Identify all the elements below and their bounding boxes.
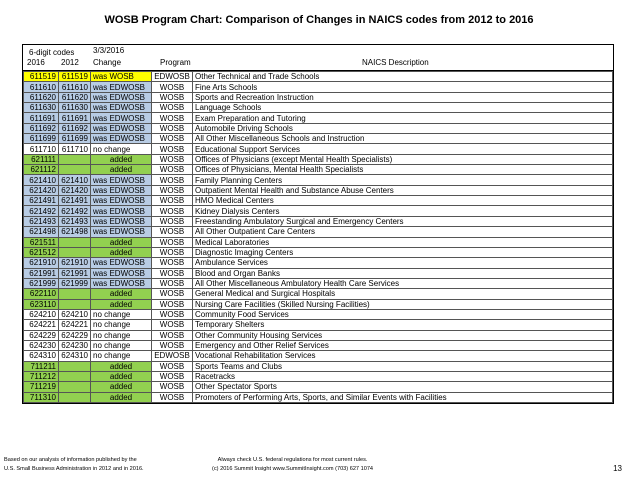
description-cell: Educational Support Services <box>193 144 613 154</box>
code-2016-cell: 611699 <box>24 134 59 144</box>
code-2016-cell: 622110 <box>24 289 59 299</box>
description-cell: Sports Teams and Clubs <box>193 361 613 371</box>
description-cell: Vocational Rehabilitation Services <box>193 351 613 361</box>
table-row <box>24 72 613 82</box>
table-row <box>24 382 613 392</box>
code-2012-cell: 611620 <box>59 92 91 102</box>
description-cell: HMO Medical Centers <box>193 196 613 206</box>
code-2012-cell: 624229 <box>59 330 91 340</box>
code-2016-cell: 624310 <box>24 351 59 361</box>
description-cell: Medical Laboratories <box>193 237 613 247</box>
table-row <box>24 82 613 92</box>
table-row <box>24 278 613 288</box>
change-cell: was EDWOSB <box>91 268 152 278</box>
change-cell: no change <box>91 340 152 350</box>
code-2016-cell: 611620 <box>24 92 59 102</box>
program-cell: WOSB <box>152 185 193 195</box>
program-cell: WOSB <box>152 258 193 268</box>
table-row <box>24 123 613 133</box>
change-cell: added <box>91 165 152 175</box>
program-cell: WOSB <box>152 340 193 350</box>
table-row <box>24 196 613 206</box>
naics-table-sheet <box>22 44 614 404</box>
table-row <box>24 309 613 319</box>
description-cell: Fine Arts Schools <box>193 82 613 92</box>
code-2012-cell <box>59 382 91 392</box>
table-row <box>24 206 613 216</box>
code-2016-cell: 621410 <box>24 175 59 185</box>
code-2016-cell: 623110 <box>24 299 59 309</box>
program-cell: WOSB <box>152 82 193 92</box>
program-cell: WOSB <box>152 206 193 216</box>
table-row <box>24 175 613 185</box>
header-2016: 2016 <box>27 58 45 67</box>
code-2012-cell: 611691 <box>59 113 91 123</box>
table-row <box>24 227 613 237</box>
change-cell: was EDWOSB <box>91 82 152 92</box>
page-number: 13 <box>613 464 622 473</box>
description-cell: Racetracks <box>193 371 613 381</box>
code-2012-cell: 624221 <box>59 320 91 330</box>
footer-left-line1: Based on our analysis of information published by the <box>4 457 137 463</box>
change-cell: was EDWOSB <box>91 175 152 185</box>
program-cell: WOSB <box>152 330 193 340</box>
program-cell: WOSB <box>152 361 193 371</box>
program-cell: WOSB <box>152 309 193 319</box>
program-cell: WOSB <box>152 227 193 237</box>
program-cell: WOSB <box>152 371 193 381</box>
code-2012-cell: 624210 <box>59 309 91 319</box>
program-cell: WOSB <box>152 123 193 133</box>
description-cell: Diagnostic Imaging Centers <box>193 247 613 257</box>
description-cell: Freestanding Ambulatory Surgical and Emergency Centers <box>193 216 613 226</box>
program-cell: WOSB <box>152 196 193 206</box>
description-cell: Automobile Driving Schools <box>193 123 613 133</box>
naics-table <box>23 71 613 403</box>
change-cell: no change <box>91 351 152 361</box>
code-2016-cell: 624229 <box>24 330 59 340</box>
description-cell: Promoters of Performing Arts, Sports, and Similar Events with Facilities <box>193 392 613 402</box>
footer-right-line2: (c) 2016 Summit Insight www.SummitInsight.com (703) 627 1074 <box>212 466 374 472</box>
program-cell: WOSB <box>152 392 193 402</box>
code-2016-cell: 621991 <box>24 268 59 278</box>
description-cell: Outpatient Mental Health and Substance Abuse Centers <box>193 185 613 195</box>
change-cell: no change <box>91 309 152 319</box>
code-2012-cell: 611630 <box>59 103 91 113</box>
change-cell: added <box>91 247 152 257</box>
description-cell: General Medical and Surgical Hospitals <box>193 289 613 299</box>
table-row <box>24 216 613 226</box>
table-row <box>24 113 613 123</box>
change-cell: no change <box>91 144 152 154</box>
code-2016-cell: 621999 <box>24 278 59 288</box>
change-cell: added <box>91 299 152 309</box>
description-cell: All Other Miscellaneous Schools and Instruction <box>193 134 613 144</box>
description-cell: Family Planning Centers <box>193 175 613 185</box>
table-header <box>23 45 613 71</box>
description-cell: Sports and Recreation Instruction <box>193 92 613 102</box>
description-cell: Other Technical and Trade Schools <box>193 72 613 82</box>
change-cell: added <box>91 289 152 299</box>
program-cell: WOSB <box>152 103 193 113</box>
code-2012-cell <box>59 371 91 381</box>
change-cell: no change <box>91 330 152 340</box>
code-2016-cell: 621512 <box>24 247 59 257</box>
code-2012-cell: 624230 <box>59 340 91 350</box>
change-cell: no change <box>91 320 152 330</box>
program-cell: WOSB <box>152 144 193 154</box>
table-row <box>24 144 613 154</box>
program-cell: EDWOSB <box>152 351 193 361</box>
change-cell: added <box>91 154 152 164</box>
description-cell: Nursing Care Facilities (Skilled Nursing Facilities) <box>193 299 613 309</box>
code-2016-cell: 621491 <box>24 196 59 206</box>
description-cell: All Other Miscellaneous Ambulatory Health Care Services <box>193 278 613 288</box>
description-cell: Kidney Dialysis Centers <box>193 206 613 216</box>
program-cell: WOSB <box>152 92 193 102</box>
table-row <box>24 361 613 371</box>
code-2012-cell <box>59 392 91 402</box>
change-cell: added <box>91 382 152 392</box>
change-cell: was EDWOSB <box>91 196 152 206</box>
code-2012-cell: 611519 <box>59 72 91 82</box>
change-cell: was EDWOSB <box>91 216 152 226</box>
code-2016-cell: 624210 <box>24 309 59 319</box>
code-2012-cell: 621498 <box>59 227 91 237</box>
code-2012-cell <box>59 289 91 299</box>
footer-left-line2: U.S. Small Business Administration in 2012 and in 2016. <box>4 466 144 472</box>
code-2016-cell: 611519 <box>24 72 59 82</box>
change-cell: was EDWOSB <box>91 113 152 123</box>
program-cell: WOSB <box>152 134 193 144</box>
code-2012-cell: 621493 <box>59 216 91 226</box>
program-cell: WOSB <box>152 247 193 257</box>
header-description: NAICS Description <box>362 58 429 67</box>
code-2016-cell: 621492 <box>24 206 59 216</box>
code-2012-cell <box>59 361 91 371</box>
code-2016-cell: 621910 <box>24 258 59 268</box>
footer-left <box>4 456 144 474</box>
code-2012-cell <box>59 247 91 257</box>
change-cell: was EDWOSB <box>91 278 152 288</box>
program-cell: EDWOSB <box>152 72 193 82</box>
description-cell: Language Schools <box>193 103 613 113</box>
code-2012-cell: 621910 <box>59 258 91 268</box>
code-2016-cell: 621498 <box>24 227 59 237</box>
change-cell: was EDWOSB <box>91 134 152 144</box>
program-cell: WOSB <box>152 382 193 392</box>
program-cell: WOSB <box>152 216 193 226</box>
code-2016-cell: 611691 <box>24 113 59 123</box>
description-cell: Blood and Organ Banks <box>193 268 613 278</box>
table-row <box>24 268 613 278</box>
code-2012-cell: 621991 <box>59 268 91 278</box>
table-row <box>24 258 613 268</box>
table-row <box>24 340 613 350</box>
description-cell: Community Food Services <box>193 309 613 319</box>
code-2016-cell: 621112 <box>24 165 59 175</box>
code-2016-cell: 711310 <box>24 392 59 402</box>
program-cell: WOSB <box>152 165 193 175</box>
footer-right <box>212 456 373 474</box>
change-cell: added <box>91 361 152 371</box>
program-cell: WOSB <box>152 154 193 164</box>
code-2012-cell <box>59 237 91 247</box>
table-row <box>24 392 613 402</box>
table-row <box>24 154 613 164</box>
change-cell: added <box>91 371 152 381</box>
description-cell: Other Spectator Sports <box>193 382 613 392</box>
code-2012-cell: 611692 <box>59 123 91 133</box>
description-cell: Emergency and Other Relief Services <box>193 340 613 350</box>
code-2012-cell: 611699 <box>59 134 91 144</box>
program-cell: WOSB <box>152 299 193 309</box>
table-row <box>24 371 613 381</box>
program-cell: WOSB <box>152 320 193 330</box>
code-2012-cell <box>59 154 91 164</box>
description-cell: Ambulance Services <box>193 258 613 268</box>
change-cell: was WOSB <box>91 72 152 82</box>
code-2016-cell: 624230 <box>24 340 59 350</box>
change-cell: was EDWOSB <box>91 92 152 102</box>
table-row <box>24 103 613 113</box>
table-row <box>24 299 613 309</box>
code-2016-cell: 711212 <box>24 371 59 381</box>
description-cell: Exam Preparation and Tutoring <box>193 113 613 123</box>
code-2016-cell: 711219 <box>24 382 59 392</box>
change-cell: was EDWOSB <box>91 206 152 216</box>
change-cell: was EDWOSB <box>91 103 152 113</box>
table-row <box>24 237 613 247</box>
code-2016-cell: 621511 <box>24 237 59 247</box>
change-cell: was EDWOSB <box>91 258 152 268</box>
table-row <box>24 330 613 340</box>
page-title: WOSB Program Chart: Comparison of Changes in NAICS codes from 2012 to 2016 <box>104 14 534 26</box>
code-2016-cell: 611630 <box>24 103 59 113</box>
program-cell: WOSB <box>152 113 193 123</box>
change-cell: added <box>91 392 152 402</box>
code-2012-cell: 621999 <box>59 278 91 288</box>
code-2012-cell <box>59 299 91 309</box>
table-row <box>24 351 613 361</box>
table-row <box>24 247 613 257</box>
change-cell: was EDWOSB <box>91 185 152 195</box>
table-row <box>24 165 613 175</box>
header-change: Change <box>93 58 122 67</box>
change-cell: was EDWOSB <box>91 123 152 133</box>
code-2012-cell: 611610 <box>59 82 91 92</box>
code-2016-cell: 611692 <box>24 123 59 133</box>
code-2012-cell: 621410 <box>59 175 91 185</box>
table-row <box>24 134 613 144</box>
code-2016-cell: 621420 <box>24 185 59 195</box>
code-2012-cell <box>59 165 91 175</box>
program-cell: WOSB <box>152 268 193 278</box>
code-2016-cell: 711211 <box>24 361 59 371</box>
code-2016-cell: 621493 <box>24 216 59 226</box>
change-cell: was EDWOSB <box>91 227 152 237</box>
description-cell: Offices of Physicians (except Mental Health Specialists) <box>193 154 613 164</box>
header-six-digit: 6-digit codes <box>29 48 75 57</box>
program-cell: WOSB <box>152 289 193 299</box>
description-cell: All Other Outpatient Care Centers <box>193 227 613 237</box>
table-row <box>24 92 613 102</box>
code-2012-cell: 621420 <box>59 185 91 195</box>
program-cell: WOSB <box>152 278 193 288</box>
code-2012-cell: 621492 <box>59 206 91 216</box>
code-2012-cell: 611710 <box>59 144 91 154</box>
table-row <box>24 185 613 195</box>
footer-right-line1: Always check U.S. federal regulations for most current rules. <box>217 457 368 463</box>
header-program: Program <box>160 58 191 67</box>
change-cell: added <box>91 237 152 247</box>
program-cell: WOSB <box>152 237 193 247</box>
header-date: 3/3/2016 <box>93 46 125 55</box>
code-2012-cell: 621491 <box>59 196 91 206</box>
code-2016-cell: 624221 <box>24 320 59 330</box>
code-2012-cell: 624310 <box>59 351 91 361</box>
description-cell: Offices of Physicians, Mental Health Specialists <box>193 165 613 175</box>
code-2016-cell: 621111 <box>24 154 59 164</box>
header-2012: 2012 <box>61 58 79 67</box>
code-2016-cell: 611610 <box>24 82 59 92</box>
table-row <box>24 320 613 330</box>
description-cell: Other Community Housing Services <box>193 330 613 340</box>
program-cell: WOSB <box>152 175 193 185</box>
code-2016-cell: 611710 <box>24 144 59 154</box>
description-cell: Temporary Shelters <box>193 320 613 330</box>
table-row <box>24 289 613 299</box>
